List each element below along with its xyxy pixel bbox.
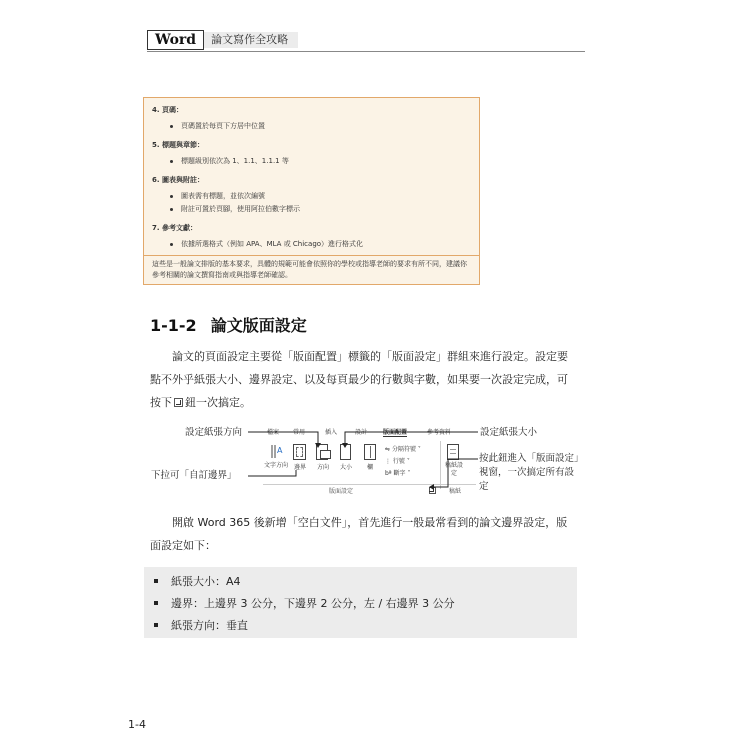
orientation-icon [316,444,328,460]
hyphenation-icon: bª [385,470,394,477]
text-direction-button[interactable]: 文字方向 [263,462,288,469]
settings-box [144,567,577,638]
line-numbers-button[interactable]: ⋮ 行號 ˅ [385,458,410,465]
group-label-page-setup: 版面設定 [329,488,354,495]
header-rule [147,51,585,52]
list-item: 5. 標題與章節： 標題級別依次為 1、1.1、1.1.1 等 [152,140,471,166]
running-header [147,30,298,50]
book-badge: Word [147,30,204,50]
breaks-icon: ⇋ [385,446,392,453]
svg-text:A: A [277,446,283,455]
line-numbers-icon: ⋮ [385,458,393,465]
section-number: 1-1-2 [150,316,197,335]
list-item: 紙張方向：垂直 [144,614,577,636]
paragraph-new-document: 開啟 Word 365 後新增「空白文件」，首先進行一般最常看到的論文邊界設定，版面設定如下： [150,516,568,552]
section-heading: 論文版面設定 [210,316,307,335]
dialog-launcher-icon [174,398,183,407]
annotation-margins: 下拉可「自訂邊界」 [151,470,237,481]
group-divider [263,484,476,485]
tab-layout[interactable]: 版面配置 [383,429,408,436]
columns-button[interactable]: 欄 [366,464,373,471]
tab-home[interactable]: 常用 [293,429,306,436]
bullet-square-icon [154,601,158,605]
annotation-orientation: 設定紙張方向 [185,427,243,438]
manuscript-paper-icon [447,444,459,460]
note-text: 這些是一般論文排版的基本要求，具體的規範可能會依照你的學校或指導老師的要求有所不同，建議你參考相關的論文撰寫指南或與指導老師確認。 [144,255,479,281]
list-item: 邊界：上邊界 3 公分，下邊界 2 公分，左 / 右邊界 3 公分 [144,592,577,614]
page-number: 1-4 [128,718,146,731]
ribbon-tabs [263,427,476,437]
margins-button[interactable]: 邊界 [293,464,306,471]
columns-icon [364,444,376,460]
tab-insert[interactable]: 插入 [325,429,338,436]
list-item: 紙張大小：A4 [144,570,577,592]
bullet-square-icon [154,623,158,627]
margins-icon [293,444,306,460]
page-setup-launcher-icon[interactable] [429,487,436,494]
bullet-square-icon [154,579,158,583]
breaks-button[interactable]: ⇋ 分隔符號 ˅ [385,446,421,453]
annotation-launcher: 按此鈕進入「版面設定」視窗，一次搞定所有設定 [479,453,579,492]
tab-file[interactable]: 檔案 [267,429,280,436]
list-item: 6. 圖表與附註： 圖表需有標題，並依次編號 附註可置於頁腳，使用阿拉伯數字標示 [152,175,471,214]
annotation-size: 設定紙張大小 [480,427,538,438]
section-title [150,313,307,336]
tab-design[interactable]: 設計 [355,429,368,436]
orientation-button[interactable]: 方向 [316,464,329,471]
size-button[interactable]: 大小 [339,464,352,471]
chat-answer-screenshot [143,97,480,285]
tab-references[interactable]: 參考資料 [427,429,452,436]
book-title: 論文寫作全攻略 [203,32,298,48]
hyphenation-button[interactable]: bª 斷字 ˅ [385,470,411,477]
list-item: 4. 頁碼： 頁碼置於每頁下方居中位置 [152,105,471,131]
group-separator [440,441,441,489]
word-ribbon-screenshot [263,427,476,496]
manuscript-paper-button[interactable]: 稿紙設定 [444,462,463,477]
size-icon [340,444,351,460]
group-label-manuscript: 稿紙 [449,488,462,495]
text-direction-icon [270,444,282,460]
paragraph-intro: 論文的頁面設定主要從「版面配置」標籤的「版面設定」群組來進行設定。設定要點不外乎紙張大小、邊界設定、以及每頁最少的行數與字數，如果要一次設定完成，可按下 鈕一次搞定。 [150,350,568,409]
list-item: 7. 參考文獻： 依據所選格式（例如 APA、MLA 或 Chicago）進行格式化 [152,223,471,249]
